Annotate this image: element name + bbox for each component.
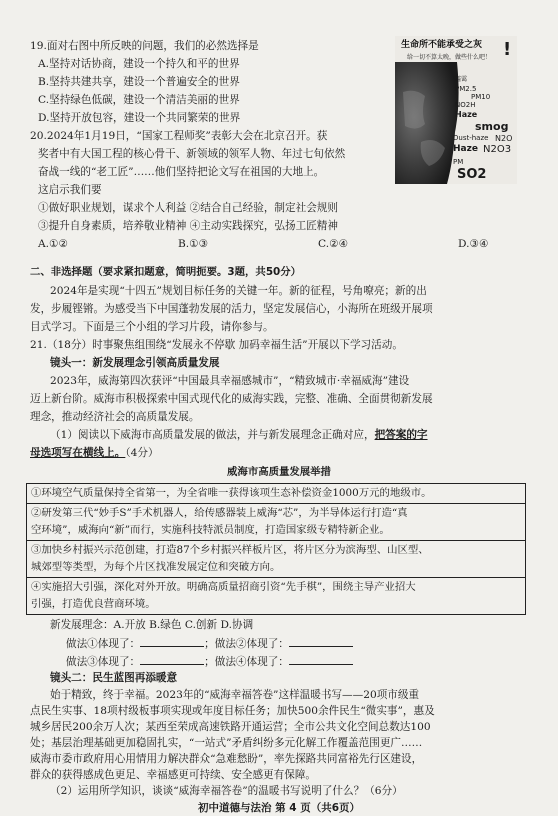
fill-label: ；做法④体现了： <box>204 656 289 668</box>
fill-row-2 <box>66 655 353 669</box>
table-cell: ③加快乡村振兴示范创建，打造87个乡村振兴样板片区，将片区分为滨海型、山区型、 <box>31 544 429 556</box>
q20-option-b: B.①③ <box>178 238 209 250</box>
q20-option-d: D.③④ <box>458 238 489 250</box>
table-row <box>27 504 525 541</box>
q20-line: 20.2024年1月19日，“国家工程师奖”表彰大会在北京召开。获 <box>30 130 328 142</box>
smog-figure <box>395 36 517 184</box>
sub1-emphasis: 母选项写在横线上。 <box>30 447 126 459</box>
table-row <box>27 578 525 614</box>
q21-stem: 21.（18分）时事聚焦组围绕“发展永不停歇 加码幸福生活”开展以下学习活动。 <box>30 339 403 351</box>
q19-option-d: D.坚持开放包容，建设一个共同繁荣的世界 <box>38 112 241 124</box>
sub1-question <box>50 429 428 442</box>
smog-word: SO2 <box>457 167 487 182</box>
sub2-question: （2）运用所学知识，谈谈“威海幸福答卷”的温暖书写说明了什么？（6分） <box>50 785 403 797</box>
exclamation-icon: ! <box>503 39 512 60</box>
concept-options: 新发展理念：A.开放 B.绿色 C.创新 D.协调 <box>50 619 254 631</box>
intro-line: 目式学习。下面是三个小组的学习片段，请你参与。 <box>30 321 274 333</box>
sub1-question-cont <box>30 447 159 460</box>
q19-option-b: B.坚持共建共享，建设一个普遍安全的世界 <box>38 76 240 88</box>
intro-line: 发，步履铿锵。为感受当下中国蓬勃发展的活力，坚定发展信心，小海所在班级开展项 <box>30 303 433 315</box>
sub1-score: （4分） <box>125 447 159 459</box>
q19-option-a: A.坚持对话协商，建设一个持久和平的世界 <box>38 58 240 70</box>
answer-blank[interactable] <box>289 655 353 665</box>
q20-statement: ③提升自身素质，培养敬业精神 ④主动实践探究，弘扬工匠精神 <box>38 220 338 232</box>
table-cell: ①环境空气质量保持全省第一，为全省唯一获得该项生态补偿资金1000万元的地级市。 <box>31 487 432 499</box>
lens2-text: 威海市委市政府用心用情用力解决群众“急难愁盼”，率先探路共同富裕先行区建设， <box>30 753 423 765</box>
q20-line: 奋战一线的“老工匠”……他们坚持把论文写在祖国的大地上。 <box>38 166 325 178</box>
q19-option-c: C.坚持绿色低碳，建设一个清洁美丽的世界 <box>38 94 240 106</box>
lens2-text: 始于精致，终于幸福。2023年的“威海幸福答卷”这样温暖书写——20项市级重 <box>50 689 420 701</box>
table-row <box>27 484 525 504</box>
q20-line: 奖者中有大国工程的核心骨干、新领域的领军人物、年过七旬依然 <box>38 148 346 160</box>
lens1-title: 镜头一：新发展理念引领高质量发展 <box>50 357 220 369</box>
lens2-text: 群众的获得感成色更足、幸福感更可持续、安全感更有保障。 <box>30 769 317 781</box>
sub1-emphasis: 把答案的字 <box>374 429 428 441</box>
intro-line: 2024年是实现“十四五”规划目标任务的关键一年。新的征程，号角嘹亮；新的出 <box>50 285 427 297</box>
smog-word: PM2.5 <box>455 85 477 93</box>
measures-table <box>26 483 526 615</box>
lens1-text: 迈上新台阶。威海市积极探索中国式现代化的威海实践，完整、准确、全面贯彻新发展 <box>30 393 433 405</box>
smog-word: N2O3 <box>483 144 512 155</box>
fill-label: 做法③体现了： <box>66 656 141 668</box>
smog-word: 霾霭 <box>455 76 468 83</box>
lens2-text: 城乡居民200余万人次；某西至荣成高速铁路开通运营；全市公共文化空间总数达100 <box>30 721 431 733</box>
table-cell: 城郊型等类型，为每个片区找准发展定位和突破方向。 <box>31 561 281 573</box>
q20-option-c: C.②④ <box>318 238 349 250</box>
figure-subtitle: 给一切不算太晚，做些什么吧！ <box>407 54 492 61</box>
fill-label: 做法①体现了： <box>66 638 141 650</box>
figure-title: 生命所不能承受之灰 <box>401 40 483 50</box>
smog-word: Dust-haze <box>453 134 489 142</box>
smog-word: NO2H <box>455 101 476 109</box>
fill-row-1 <box>66 637 353 651</box>
smog-word: N2O <box>495 134 513 143</box>
q20-statement: ①做好职业规划，谋求个人利益 ②结合自己经验，制定社会规则 <box>38 202 338 214</box>
section-heading: 二、非选择题（要求紧扣题意，简明扼要。3题，共50分） <box>30 266 302 278</box>
lens2-text: 点民生实事、18项村级板事项实现或年度目标任务；加快500余件民生“微实事”，惠及 <box>30 705 435 717</box>
table-cell: ②研发第三代“妙手S”手术机器人，给传感器装上威海“芯”，为半导体运行打造“真 <box>31 507 408 519</box>
table-cell: ④实施招大引强，深化对外开放。明确高质量招商引资“先手棋”，围绕主导产业招大 <box>31 581 416 593</box>
lens2-title: 镜头二：民生蓝图再添暖意 <box>50 672 178 684</box>
answer-blank[interactable] <box>289 637 353 647</box>
fill-label: ；做法②体现了： <box>204 638 289 650</box>
answer-blank[interactable] <box>140 637 204 647</box>
q20-line: 这启示我们要 <box>38 184 102 196</box>
smog-word: smog <box>475 120 509 133</box>
table-row <box>27 541 525 578</box>
sub1-text: （1）阅读以下威海市高质量发展的做法，并与新发展理念正确对应， <box>50 429 375 441</box>
smog-word: Haze <box>455 110 478 119</box>
smog-word: Haze <box>453 144 478 154</box>
smog-word: PM <box>453 158 464 166</box>
table-title: 威海市高质量发展举措 <box>227 466 331 478</box>
lens2-text: 处；基层治理基础更加稳固扎实，“一站式”矛盾纠纷多元化解工作覆盖范围更广…… <box>30 737 423 749</box>
q19-stem: 19.面对右图中所反映的问题，我们的必然选择是 <box>30 40 259 52</box>
lens1-text: 2023年，威海第四次获评“中国最具幸福感城市”，“精致城市·幸福威海”建设 <box>50 375 410 387</box>
table-cell: 引强，打造优良营商环境。 <box>31 598 156 610</box>
table-cell: 空环境”，威海向“新”而行，实施科技特派员制度，打造国家级专精特新企业。 <box>31 524 390 536</box>
lens1-text: 理念，推动经济社会的高质量发展。 <box>30 411 200 423</box>
smog-word: PM10 <box>471 93 491 101</box>
q20-option-a: A.①② <box>38 238 69 250</box>
page-footer: 初中道德与法治 第 4 页（共6页） <box>197 802 361 814</box>
answer-blank[interactable] <box>140 655 204 665</box>
